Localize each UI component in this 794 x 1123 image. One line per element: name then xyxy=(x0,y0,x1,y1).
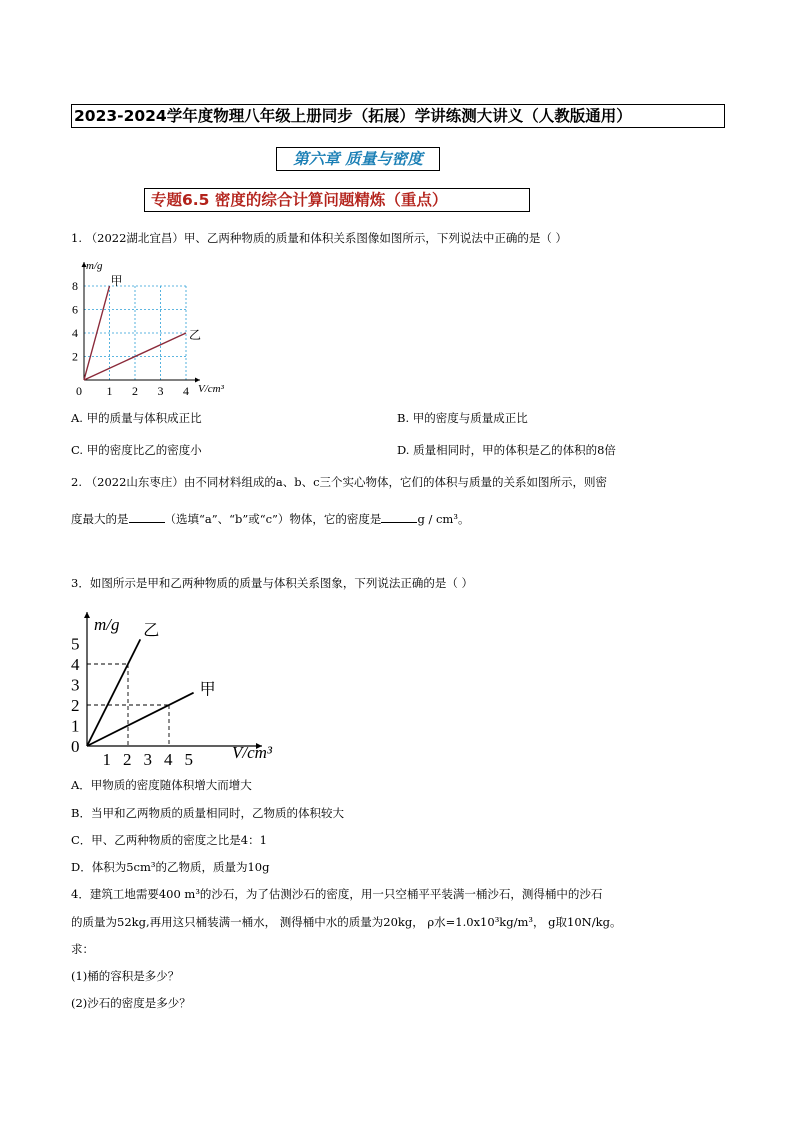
series-line-1 xyxy=(84,333,186,380)
q3-x-axis-label: V/cm³ xyxy=(232,743,273,762)
q1-option-c[interactable]: C. 甲的密度比乙的密度小 xyxy=(71,443,202,457)
q1-series xyxy=(84,274,201,380)
q3-chart xyxy=(62,606,284,776)
x-axis-arrow xyxy=(195,378,200,383)
y-tick-label: 4 xyxy=(71,655,80,674)
y-axis-arrow xyxy=(84,612,90,618)
q1-option-b[interactable]: B. 甲的密度与质量成正比 xyxy=(397,411,528,425)
x-tick-label: 3 xyxy=(143,750,152,769)
q3-stem: 3．如图所示是甲和乙两种物质的质量与体积关系图象，下列说法正确的是（ ） xyxy=(71,576,473,590)
x-tick-label: 4 xyxy=(164,750,173,769)
q2-stem-line2 xyxy=(71,510,469,527)
y-tick-label: 0 xyxy=(71,737,80,756)
series-label-0: 乙 xyxy=(143,622,160,640)
x-tick-label: 0 xyxy=(76,384,82,398)
q3-guide-lines xyxy=(87,664,169,746)
x-tick-label: 1 xyxy=(106,384,113,398)
y-tick-label: 6 xyxy=(72,302,78,317)
series-label-1: 乙 xyxy=(189,328,202,342)
q4-sub1: (1)桶的容积是多少？ xyxy=(71,969,180,983)
y-tick-label: 5 xyxy=(71,634,80,654)
q1-chart xyxy=(66,254,224,402)
q2-blank-2[interactable] xyxy=(381,510,417,523)
x-tick-label: 1 xyxy=(102,750,111,769)
q2-text-b: （选填“a”、“b”或“c”）物体，它的密度是 xyxy=(164,512,382,526)
y-tick-label: 1 xyxy=(71,716,80,736)
q4-sub2: (2)沙石的密度是多少？ xyxy=(71,996,191,1010)
q4-line3: 求： xyxy=(71,942,94,956)
q1-stem: 1. （2022湖北宜昌）甲、乙两种物质的质量和体积关系图像如图所示，下列说法中正确的是（ ） xyxy=(71,231,568,245)
q1-grid xyxy=(84,286,186,380)
q1-y-axis-label: m/g xyxy=(86,260,103,272)
q3-y-axis-label: m/g xyxy=(94,615,120,634)
y-tick-label: 2 xyxy=(72,349,78,364)
y-tick-label: 8 xyxy=(72,279,78,293)
x-tick-label: 2 xyxy=(123,750,132,769)
series-label-1: 甲 xyxy=(199,681,216,699)
q1-option-a[interactable]: A. 甲的质量与体积成正比 xyxy=(71,411,202,425)
q4-line2: 的质量为52kg,再用这只桶装满一桶水， 测得桶中水的质量为20kg， ρ水=1.0x10³kg/m³， g取10N/kg。 xyxy=(71,915,622,929)
x-tick-label: 2 xyxy=(132,384,138,398)
q3-option-a[interactable]: A．甲物质的密度随体积增大而增大 xyxy=(71,778,252,792)
y-tick-label: 3 xyxy=(71,675,80,695)
series-line-0 xyxy=(87,639,140,746)
q2-text-c: g / cm³。 xyxy=(417,512,470,526)
q2-text-a: 度最大的是 xyxy=(71,512,129,526)
q2-stem-line1: 2. （2022山东枣庄）由不同材料组成的a、b、c三个实心物体，它们的体积与质量的关系如图所示，则密 xyxy=(71,475,608,489)
series-title: 2023-2024学年度物理八年级上册同步（拓展）学讲练测大讲义（人教版通用） xyxy=(71,104,725,128)
topic-title: 专题6.5 密度的综合计算问题精炼（重点） xyxy=(144,188,530,212)
q3-option-c[interactable]: C．甲、乙两种物质的密度之比是4：1 xyxy=(71,833,267,847)
q1-option-d[interactable]: D. 质量相同时，甲的体积是乙的体积的8倍 xyxy=(397,443,616,457)
x-tick-label: 4 xyxy=(183,384,189,398)
q3-option-b[interactable]: B．当甲和乙两物质的质量相同时，乙物质的体积较大 xyxy=(71,806,344,820)
q4-line1: 4．建筑工地需要400 m³的沙石，为了估测沙石的密度，用一只空桶平平装满一桶沙石，测得桶中的沙石 xyxy=(71,887,603,901)
chapter-title: 第六章 质量与密度 xyxy=(276,147,440,171)
q1-x-axis-label: V/cm³ xyxy=(198,383,224,395)
series-label-0: 甲 xyxy=(110,274,123,288)
y-tick-label: 4 xyxy=(72,326,78,340)
q3-series xyxy=(87,622,216,746)
x-tick-label: 3 xyxy=(157,384,164,398)
y-tick-label: 2 xyxy=(71,696,80,715)
x-tick-label: 5 xyxy=(184,750,193,769)
series-line-1 xyxy=(87,693,194,746)
q2-blank-1[interactable] xyxy=(129,510,165,523)
q3-option-d[interactable]: D．体积为5cm³的乙物质，质量为10g xyxy=(71,860,270,874)
